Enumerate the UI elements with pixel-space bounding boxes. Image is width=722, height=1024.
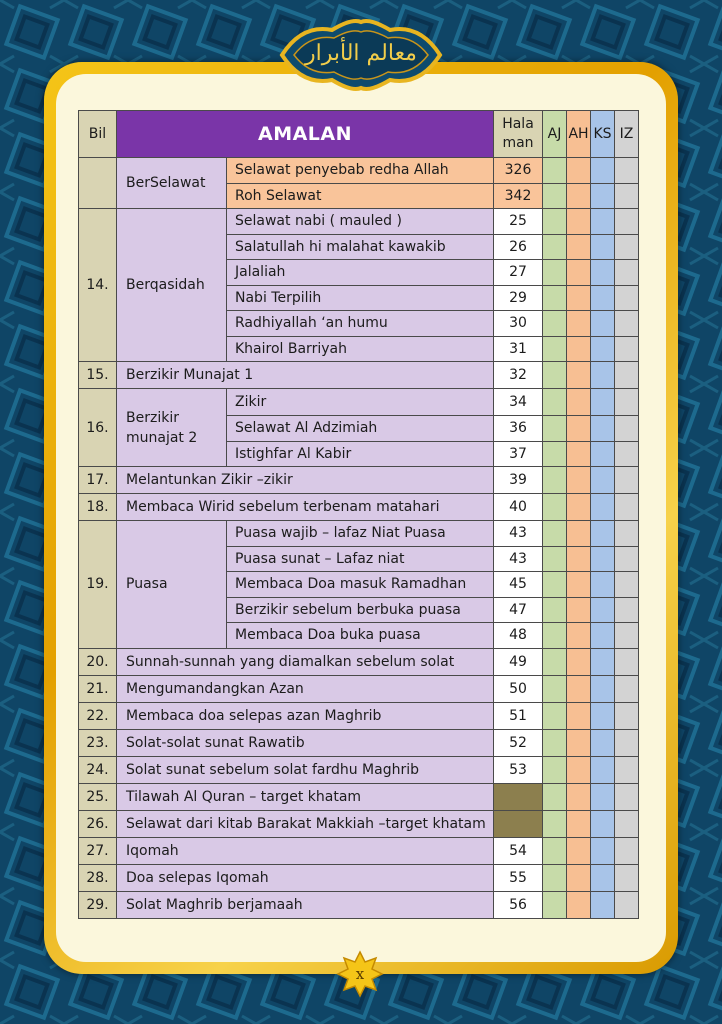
aj-checkbox[interactable]: [543, 837, 567, 864]
table-row: [79, 209, 639, 235]
aj-checkbox[interactable]: [543, 891, 567, 918]
iz-checkbox[interactable]: [615, 756, 639, 783]
amalan-table: [78, 110, 639, 919]
iz-checkbox[interactable]: [615, 729, 639, 756]
aj-checkbox[interactable]: [543, 416, 567, 442]
ks-checkbox[interactable]: [591, 675, 615, 702]
page-number: 39: [494, 467, 543, 494]
ks-checkbox[interactable]: [591, 389, 615, 416]
aj-checkbox[interactable]: [543, 864, 567, 891]
ah-checkbox[interactable]: [567, 837, 591, 864]
ah-checkbox[interactable]: [567, 158, 591, 184]
row-number: 15.: [79, 362, 117, 389]
header-ah: AH: [567, 111, 591, 158]
iz-checkbox[interactable]: [615, 494, 639, 521]
item-text: Radhiyallah ‘an humu: [227, 311, 494, 337]
header-halaman: Hala man: [494, 111, 543, 158]
iz-checkbox[interactable]: [615, 285, 639, 311]
aj-checkbox[interactable]: [543, 729, 567, 756]
item-text: Roh Selawat: [227, 183, 494, 209]
page-number: 26: [494, 234, 543, 260]
ah-checkbox[interactable]: [567, 597, 591, 623]
page-number: 51: [494, 702, 543, 729]
iz-checkbox[interactable]: [615, 572, 639, 598]
table-row: [79, 389, 639, 416]
table-row: [79, 494, 639, 521]
iz-checkbox[interactable]: [615, 597, 639, 623]
ks-checkbox[interactable]: [591, 336, 615, 362]
row-number: 17.: [79, 467, 117, 494]
row-number: 26.: [79, 810, 117, 837]
header-amalan: AMALAN: [117, 111, 494, 158]
aj-checkbox[interactable]: [543, 209, 567, 235]
ks-checkbox[interactable]: [591, 158, 615, 184]
ah-checkbox[interactable]: [567, 623, 591, 649]
row-number: 23.: [79, 729, 117, 756]
ah-checkbox[interactable]: [567, 389, 591, 416]
item-text: Berzikir sebelum berbuka puasa: [227, 597, 494, 623]
ah-checkbox[interactable]: [567, 234, 591, 260]
page-number: 43: [494, 546, 543, 572]
ks-checkbox[interactable]: [591, 260, 615, 286]
item-text: Istighfar Al Kabir: [227, 441, 494, 467]
table-row: [79, 864, 639, 891]
page-number-empty: [494, 810, 543, 837]
ah-checkbox[interactable]: [567, 521, 591, 547]
iz-checkbox[interactable]: [615, 675, 639, 702]
page-number: 48: [494, 623, 543, 649]
item-text: Nabi Terpilih: [227, 285, 494, 311]
ah-checkbox[interactable]: [567, 467, 591, 494]
iz-checkbox[interactable]: [615, 260, 639, 286]
ah-checkbox[interactable]: [567, 572, 591, 598]
iz-checkbox[interactable]: [615, 891, 639, 918]
page-number: 43: [494, 521, 543, 547]
page-number: 25: [494, 209, 543, 235]
row-number: 14.: [79, 209, 117, 362]
aj-checkbox[interactable]: [543, 623, 567, 649]
row-number: 27.: [79, 837, 117, 864]
table-row: [79, 837, 639, 864]
ah-checkbox[interactable]: [567, 311, 591, 337]
table-row: [79, 675, 639, 702]
iz-checkbox[interactable]: [615, 837, 639, 864]
aj-checkbox[interactable]: [543, 362, 567, 389]
header-bil: Bil: [79, 111, 117, 158]
ah-checkbox[interactable]: [567, 864, 591, 891]
table-row: [79, 702, 639, 729]
aj-checkbox[interactable]: [543, 572, 567, 598]
ks-checkbox[interactable]: [591, 183, 615, 209]
page-number: 342: [494, 183, 543, 209]
item-text: Solat sunat sebelum solat fardhu Maghrib: [117, 756, 494, 783]
item-text: Iqomah: [117, 837, 494, 864]
ks-checkbox[interactable]: [591, 494, 615, 521]
ah-checkbox[interactable]: [567, 702, 591, 729]
page-number: 52: [494, 729, 543, 756]
row-number: 16.: [79, 389, 117, 467]
iz-checkbox[interactable]: [615, 362, 639, 389]
aj-checkbox[interactable]: [543, 521, 567, 547]
aj-checkbox[interactable]: [543, 702, 567, 729]
header-iz: IZ: [615, 111, 639, 158]
banner-title: معالم الأبرار: [305, 41, 417, 66]
iz-checkbox[interactable]: [615, 810, 639, 837]
table-row: [79, 521, 639, 547]
aj-checkbox[interactable]: [543, 389, 567, 416]
ah-checkbox[interactable]: [567, 441, 591, 467]
item-text: Membaca doa selepas azan Maghrib: [117, 702, 494, 729]
ks-checkbox[interactable]: [591, 810, 615, 837]
aj-checkbox[interactable]: [543, 260, 567, 286]
table-row: [79, 783, 639, 810]
ah-checkbox[interactable]: [567, 285, 591, 311]
iz-checkbox[interactable]: [615, 234, 639, 260]
item-text: Khairol Barriyah: [227, 336, 494, 362]
page-number: 37: [494, 441, 543, 467]
item-text: Berzikir Munajat 1: [117, 362, 494, 389]
ah-checkbox[interactable]: [567, 183, 591, 209]
row-number: 19.: [79, 521, 117, 649]
ah-checkbox[interactable]: [567, 675, 591, 702]
ks-checkbox[interactable]: [591, 623, 615, 649]
page-number-empty: [494, 783, 543, 810]
item-text: Jalaliah: [227, 260, 494, 286]
aj-checkbox[interactable]: [543, 675, 567, 702]
item-text: Solat Maghrib berjamaah: [117, 891, 494, 918]
item-text: Sunnah-sunnah yang diamalkan sebelum solat: [117, 648, 494, 675]
aj-checkbox[interactable]: [543, 756, 567, 783]
row-number: 21.: [79, 675, 117, 702]
item-text: Doa selepas Iqomah: [117, 864, 494, 891]
table-row: [79, 158, 639, 184]
page-number: 55: [494, 864, 543, 891]
item-text: Salatullah hi malahat kawakib: [227, 234, 494, 260]
ah-checkbox[interactable]: [567, 810, 591, 837]
table-row: [79, 467, 639, 494]
page-number: 32: [494, 362, 543, 389]
aj-checkbox[interactable]: [543, 783, 567, 810]
item-text: Membaca Doa masuk Ramadhan: [227, 572, 494, 598]
ah-checkbox[interactable]: [567, 648, 591, 675]
iz-checkbox[interactable]: [615, 336, 639, 362]
page-number: 34: [494, 389, 543, 416]
iz-checkbox[interactable]: [615, 702, 639, 729]
iz-checkbox[interactable]: [615, 864, 639, 891]
ah-checkbox[interactable]: [567, 416, 591, 442]
aj-checkbox[interactable]: [543, 158, 567, 184]
table-row: [79, 729, 639, 756]
item-text: Zikir: [227, 389, 494, 416]
ks-checkbox[interactable]: [591, 648, 615, 675]
row-number: 25.: [79, 783, 117, 810]
row-number: 18.: [79, 494, 117, 521]
ks-checkbox[interactable]: [591, 756, 615, 783]
table-row: [79, 891, 639, 918]
aj-checkbox[interactable]: [543, 311, 567, 337]
ah-checkbox[interactable]: [567, 362, 591, 389]
item-text: Membaca Doa buka puasa: [227, 623, 494, 649]
table-row: [79, 756, 639, 783]
ks-checkbox[interactable]: [591, 702, 615, 729]
ks-checkbox[interactable]: [591, 521, 615, 547]
header-aj: AJ: [543, 111, 567, 158]
aj-checkbox[interactable]: [543, 234, 567, 260]
aj-checkbox[interactable]: [543, 441, 567, 467]
ah-checkbox[interactable]: [567, 891, 591, 918]
page-number: 47: [494, 597, 543, 623]
iz-checkbox[interactable]: [615, 546, 639, 572]
item-text: Selawat penyebab redha Allah: [227, 158, 494, 184]
ah-checkbox[interactable]: [567, 546, 591, 572]
group-label: Berzikir munajat 2: [117, 389, 227, 467]
page-number: 56: [494, 891, 543, 918]
group-label: Berqasidah: [117, 209, 227, 362]
page-number: x: [355, 965, 365, 983]
page-number: 30: [494, 311, 543, 337]
aj-checkbox[interactable]: [543, 597, 567, 623]
page-number: 326: [494, 158, 543, 184]
iz-checkbox[interactable]: [615, 158, 639, 184]
page-number: 31: [494, 336, 543, 362]
ks-checkbox[interactable]: [591, 416, 615, 442]
ah-checkbox[interactable]: [567, 729, 591, 756]
table-row: [79, 362, 639, 389]
group-label: Puasa: [117, 521, 227, 649]
table-row: [79, 648, 639, 675]
ks-checkbox[interactable]: [591, 285, 615, 311]
ah-checkbox[interactable]: [567, 336, 591, 362]
ks-checkbox[interactable]: [591, 837, 615, 864]
iz-checkbox[interactable]: [615, 623, 639, 649]
page-number: 36: [494, 416, 543, 442]
row-number: 24.: [79, 756, 117, 783]
iz-checkbox[interactable]: [615, 416, 639, 442]
aj-checkbox[interactable]: [543, 336, 567, 362]
row-number: [79, 158, 117, 209]
iz-checkbox[interactable]: [615, 311, 639, 337]
row-number: 29.: [79, 891, 117, 918]
ks-checkbox[interactable]: [591, 783, 615, 810]
page-number: 50: [494, 675, 543, 702]
iz-checkbox[interactable]: [615, 521, 639, 547]
page-number: 49: [494, 648, 543, 675]
page-number: 45: [494, 572, 543, 598]
aj-checkbox[interactable]: [543, 648, 567, 675]
item-text: Solat-solat sunat Rawatib: [117, 729, 494, 756]
ah-checkbox[interactable]: [567, 494, 591, 521]
ah-checkbox[interactable]: [567, 209, 591, 235]
aj-checkbox[interactable]: [543, 285, 567, 311]
ks-checkbox[interactable]: [591, 572, 615, 598]
ks-checkbox[interactable]: [591, 362, 615, 389]
item-text: Puasa sunat – Lafaz niat: [227, 546, 494, 572]
table-row: [79, 810, 639, 837]
iz-checkbox[interactable]: [615, 183, 639, 209]
iz-checkbox[interactable]: [615, 389, 639, 416]
aj-checkbox[interactable]: [543, 183, 567, 209]
aj-checkbox[interactable]: [543, 810, 567, 837]
iz-checkbox[interactable]: [615, 441, 639, 467]
ks-checkbox[interactable]: [591, 209, 615, 235]
aj-checkbox[interactable]: [543, 494, 567, 521]
item-text: Puasa wajib – lafaz Niat Puasa: [227, 521, 494, 547]
item-text: Mengumandangkan Azan: [117, 675, 494, 702]
ah-checkbox[interactable]: [567, 783, 591, 810]
aj-checkbox[interactable]: [543, 467, 567, 494]
item-text: Selawat Al Adzimiah: [227, 416, 494, 442]
ah-checkbox[interactable]: [567, 260, 591, 286]
group-label: BerSelawat: [117, 158, 227, 209]
item-text: Melantunkan Zikir –zikir: [117, 467, 494, 494]
header-ks: KS: [591, 111, 615, 158]
iz-checkbox[interactable]: [615, 467, 639, 494]
page-number: 27: [494, 260, 543, 286]
iz-checkbox[interactable]: [615, 783, 639, 810]
page-number: 54: [494, 837, 543, 864]
item-text: Membaca Wirid sebelum terbenam matahari: [117, 494, 494, 521]
aj-checkbox[interactable]: [543, 546, 567, 572]
row-number: 20.: [79, 648, 117, 675]
ks-checkbox[interactable]: [591, 864, 615, 891]
page-number: 40: [494, 494, 543, 521]
ks-checkbox[interactable]: [591, 597, 615, 623]
iz-checkbox[interactable]: [615, 648, 639, 675]
ks-checkbox[interactable]: [591, 891, 615, 918]
ks-checkbox[interactable]: [591, 546, 615, 572]
ks-checkbox[interactable]: [591, 729, 615, 756]
row-number: 28.: [79, 864, 117, 891]
table-header-row: [79, 111, 639, 158]
ks-checkbox[interactable]: [591, 311, 615, 337]
row-number: 22.: [79, 702, 117, 729]
ah-checkbox[interactable]: [567, 756, 591, 783]
item-text: Selawat nabi ( mauled ): [227, 209, 494, 235]
item-text: Selawat dari kitab Barakat Makkiah –target khatam: [117, 810, 494, 837]
ks-checkbox[interactable]: [591, 234, 615, 260]
iz-checkbox[interactable]: [615, 209, 639, 235]
page-number: 29: [494, 285, 543, 311]
ks-checkbox[interactable]: [591, 441, 615, 467]
ks-checkbox[interactable]: [591, 467, 615, 494]
item-text: Tilawah Al Quran – target khatam: [117, 783, 494, 810]
page-number: 53: [494, 756, 543, 783]
